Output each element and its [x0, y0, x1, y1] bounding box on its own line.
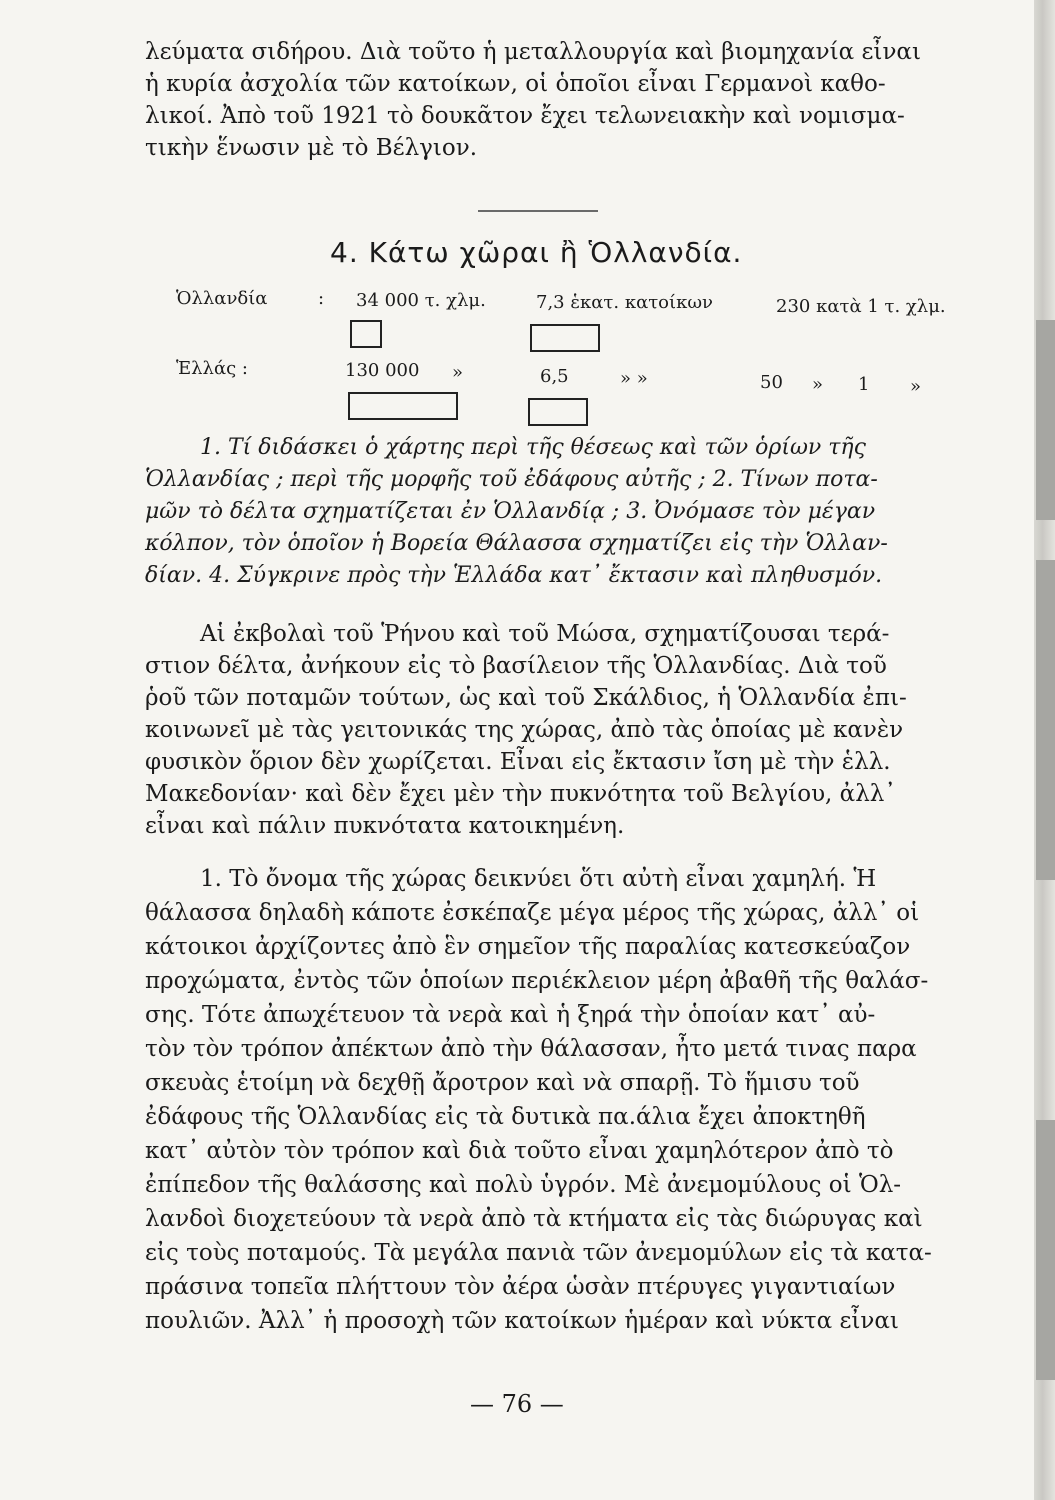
greece-label: Ἑλλάς :: [176, 358, 248, 379]
text-line: κατ᾽ αὐτὸν τὸν τρόπον καὶ διὰ τοῦτο εἶναι χαμηλότερον ἀπὸ τὸ: [145, 1138, 894, 1164]
text-line: σκευὰς ἑτοίμη νὰ δεχθῇ ἄροτρον καὶ νὰ σπαρῇ. Τὸ ἥμισυ τοῦ: [145, 1070, 860, 1096]
holland-area: 34 000 τ. χλμ.: [356, 290, 486, 311]
paragraph-1: [145, 618, 955, 842]
text-line: ῥοῦ τῶν ποταμῶν τούτων, ὡς καὶ τοῦ Σκάλδιος, ἡ Ὁλλανδία ἐπι-: [145, 685, 907, 711]
holland-population: 7,3 ἑκατ. κατοίκων: [536, 292, 713, 313]
text-line: στιον δέλτα, ἀνήκουν εἰς τὸ βασίλειον τῆς Ὁλλανδίας. Διὰ τοῦ: [145, 653, 887, 679]
section-heading: 4. Κάτω χῶραι ἢ Ὁλλανδία.: [330, 236, 743, 269]
text-line: φυσικὸν ὅριον δὲν χωρίζεται. Εἶναι εἰς ἔκτασιν ἴση μὲ τὴν ἑλλ.: [145, 749, 891, 775]
text-line: ἐπίπεδον τῆς θαλάσσης καὶ πολὺ ὑγρόν. Μὲ ἀνεμομύλους οἱ Ὁλ-: [145, 1172, 902, 1198]
holland-separator: :: [318, 288, 325, 309]
holland-density: 230 κατὰ 1 τ. χλμ.: [776, 296, 946, 317]
population-box-holland: [530, 324, 600, 352]
text-line: σης. Τότε ἀπωχέτευον τὰ νερὰ καὶ ἡ ξηρά τὴν ὁποίαν κατ᾽ αὐ-: [145, 1002, 876, 1028]
area-box-greece: [348, 392, 458, 420]
text-line: λεύματα σιδήρου. Διὰ τοῦτο ἡ μεταλλουργία καὶ βιομηχανία εἶναι: [145, 39, 921, 65]
text-line: κάτοικοι ἀρχίζοντες ἀπὸ ἓν σημεῖον τῆς παραλίας κατεσκεύαζον: [145, 934, 911, 960]
adjacent-page-strip: [1036, 560, 1055, 880]
text-line: προχώματα, ἐντὸς τῶν ὁποίων περιέκλειον μέρη ἀβαθῆ τῆς θαλάσ-: [145, 968, 929, 994]
greece-density-ditto: »: [812, 374, 824, 395]
text-line: Αἱ ἐκβολαὶ τοῦ Ῥήνου καὶ τοῦ Μώσα, σχηματίζουσαι τερά-: [200, 621, 890, 647]
text-line: θάλασσα δηλαδὴ κάποτε ἐσκέπαζε μέγα μέρος τῆς χώρας, ἀλλ᾽ οἱ: [145, 900, 920, 926]
paragraph-2: [145, 862, 955, 1338]
text-line: 1. Τί διδάσκει ὁ χάρτης περὶ τῆς θέσεως καὶ τῶν ὁρίων τῆς: [200, 435, 866, 460]
text-line: 1. Τὸ ὄνομα τῆς χώρας δεικνύει ὅτι αὐτὴ εἶναι χαμηλή. Ἡ: [200, 866, 877, 892]
text-line: πουλιῶν. Ἀλλ᾽ ἡ προσοχὴ τῶν κατοίκων ἡμέραν καὶ νύκτα εἶναι: [145, 1308, 899, 1334]
greece-area-ditto: »: [452, 362, 464, 383]
greece-density-ditto-2: »: [910, 376, 922, 397]
text-line: μῶν τὸ δέλτα σχηματίζεται ἐν Ὁλλανδίᾳ ; 3. Ὀνόμασε τὸν μέγαν: [145, 499, 876, 524]
text-line: κόλπον, τὸν ὁποῖον ἡ Βορεία Θάλασσα σχηματίζει εἰς τὴν Ὁλλαν-: [145, 531, 888, 556]
population-box-greece: [528, 398, 588, 426]
text-line: εἶναι καὶ πάλιν πυκνότατα κατοικημένη.: [145, 813, 625, 839]
text-line: λικοί. Ἀπὸ τοῦ 1921 τὸ δουκᾶτον ἔχει τελωνειακὴν καὶ νομισμα-: [145, 103, 905, 129]
greece-area: 130 000: [345, 360, 420, 381]
adjacent-page-strip: [1036, 1120, 1055, 1380]
greece-population-ditto: » »: [620, 368, 648, 389]
text-line: ἐδάφους τῆς Ὁλλανδίας εἰς τὰ δυτικὰ πα.άλια ἔχει ἀποκτηθῆ: [145, 1104, 866, 1130]
text-line: λανδοὶ διοχετεύουν τὰ νερὰ ἀπὸ τὰ κτήματα εἰς τὰς διώρυγας καὶ: [145, 1206, 923, 1232]
text-line: δίαν. 4. Σύγκρινε πρὸς τὴν Ἑλλάδα κατ᾽ ἔκτασιν καὶ πληθυσμόν.: [145, 563, 883, 588]
text-line: Μακεδονίαν· καὶ δὲν ἔχει μὲν τὴν πυκνότητα τοῦ Βελγίου, ἀλλ᾽: [145, 781, 896, 807]
text-line: Ὁλλανδίας ; περὶ τῆς μορφῆς τοῦ ἐδάφους αὐτῆς ; 2. Τίνων ποτα-: [145, 467, 878, 492]
text-line: πράσινα τοπεῖα πλήττουν τὸν ἀέρα ὡσὰν πτέρυγες γιγαντιαίων: [145, 1274, 896, 1300]
holland-label: Ὁλλανδία: [176, 288, 268, 309]
greece-density: 50: [760, 372, 783, 393]
text-line: εἰς τοὺς ποταμούς. Τὰ μεγάλα πανιὰ τῶν ἀνεμομύλων εἰς τὰ κατα-: [145, 1240, 932, 1266]
greece-population: 6,5: [540, 366, 569, 387]
text-line: τικὴν ἕνωσιν μὲ τὸ Βέλγιον.: [145, 135, 478, 161]
intro-paragraph: [145, 36, 955, 164]
adjacent-page-strip: [1036, 320, 1055, 520]
questions-block: [145, 432, 955, 592]
greece-density-one: 1: [858, 374, 870, 395]
page-number: — 76 —: [470, 1390, 564, 1418]
area-box-holland: [350, 320, 382, 348]
divider: [478, 210, 598, 212]
text-line: τὸν τὸν τρόπον ἀπέκτων ἀπὸ τὴν θάλασσαν, ἦτο μετά τινας παρα: [145, 1036, 917, 1062]
text-line: κοινωνεῖ μὲ τὰς γειτονικάς της χώρας, ἀπὸ τὰς ὁποίας μὲ κανὲν: [145, 717, 904, 743]
text-line: ἡ κυρία ἀσχολία τῶν κατοίκων, οἱ ὁποῖοι εἶναι Γερμανοὶ καθο-: [145, 71, 886, 97]
